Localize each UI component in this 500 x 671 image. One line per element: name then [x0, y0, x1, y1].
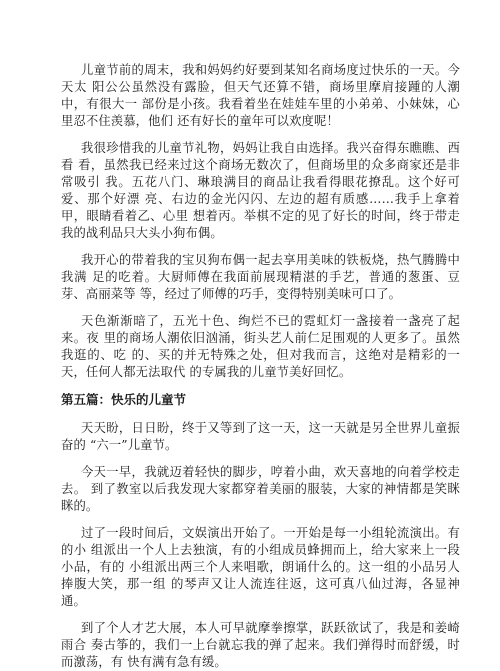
paragraph-gift-choice: 我很珍惜我的儿童节礼物，妈妈让我自由选择。我兴奋得东瞧瞧、西看 看，虽然我已经来过这个商场无数次了，但商场里的众多商家还是非常吸引 我。五花八门、琳琅满目的商品让我看得眼花撩乱。这个好可爱、那个好漂 亮、右边的金光闪闪、左边的超有质感……我手上拿着甲，眼睛看着乙、心里 想着丙。举棋不定的见了好长的时间，终于带走我的战利品只大头小狗布偶。	[61, 141, 460, 240]
paragraph-shopping-trip: 儿童节前的周末，我和妈妈约好要到某知名商场度过快乐的一天。今天太 阳公公虽然没有露脸，但天气还算不错，商场里摩肩接踵的人潮中，有很大一 部份是小孩。我看着坐在娃娃车里的小弟弟、小妹妹，心里忍不住羡慕，他们 还有好长的童年可以欢度呢！	[61, 63, 460, 128]
paragraph-teppanyaki: 我开心的带着我的宝贝狗布偶一起去享用美味的铁板烧，热气腾腾中我满 足的吃着。大厨师傅在我面前展现精湛的手艺，普通的葱蛋、豆芽、高丽菜等 等，经过了师傅的巧手，变得特别美味可口了。	[61, 253, 460, 301]
paragraph-talent-show: 到了个人才艺大展，本人可早就摩拳擦掌，跃跃欲试了，我是和姜崎雨合 奏古筝的，我们一上台就忘我的弹了起来。我们弹得时而舒缓，时而激荡，有 快有满有急有缓。	[61, 621, 460, 669]
paragraph-evening: 天色渐渐暗了，五光十色、绚烂不已的霓虹灯一盏接着一盏亮了起来。夜 里的商场人潮依旧汹涌，街头艺人前仁足围观的人更多了。虽然我逛的、吃 的、买的并无特殊之处，但对我而言，这绝对是精彩的一天，任何人都无法取代 的专属我的儿童节美好回忆。	[61, 314, 460, 379]
paragraph-morning: 今天一早，我就迈着轻快的脚步，哼着小曲，欢天喜地的向着学校走去。 到了教室以后我发现大家都穿着美丽的服装，大家的神情都是笑眯眯的。	[61, 465, 460, 513]
paragraph-day-arrives: 天天盼，日日盼，终于又等到了这一天，这一天就是另全世界儿童振奋的 “六一”儿童节。	[61, 421, 460, 452]
paragraph-performances: 过了一段时间后，文娱演出开始了。一开始是每一小组轮流演出。有的小 组派出一个人上去独演，有的小组成员蜂拥而上，给大家来上一段小品，有的 小组派出两三个人来唱歌，朗诵什么的。这一组的小品另人捧腹大笑，那一组 的琴声又让人流连往返，这可真八仙过海，各显神通。	[61, 526, 460, 608]
section-heading: 第五篇：快乐的儿童节	[61, 392, 187, 407]
